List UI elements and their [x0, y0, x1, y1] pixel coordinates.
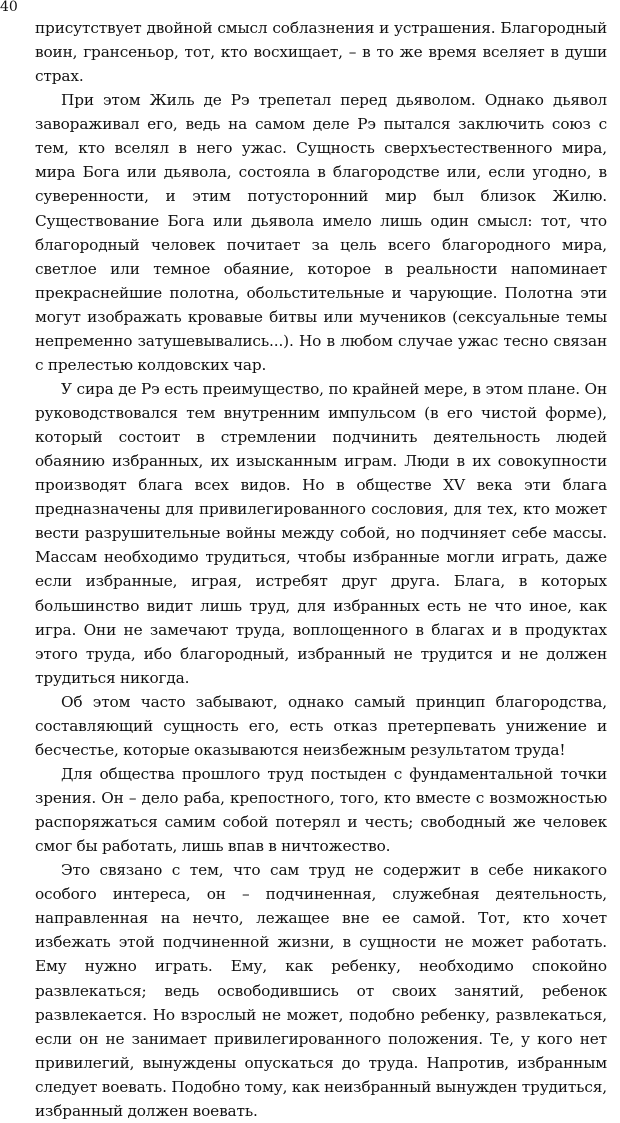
paragraph-6: Это связано с тем, что сам труд не содержит в себе никакого особого интереса, он – подчиненная, служебная деятельность, направленная на нечто, лежащее вне ее самой. Тот, кто хочет избежать этой подчиненной жизни, в сущности не может работать. Ему нужно играть. Ему, как ребенку, необходимо спокойно развлекаться; ведь освободившись от своих занятий, ребенок развлекается. Но взрослый не может, подобно ребенку, развлекаться, если он не занимает привилегированного положения. Те, у кого нет привилегий, вынуждены опускаться до труда. Напротив, избранным следует воевать. Подобно тому, как неизбранный вынужден трудиться, избранный должен воевать.	[35, 861, 607, 1120]
paragraph-3: У сира де Рэ есть преимущество, по крайней мере, в этом плане. Он руководствовался тем внутренним импульсом (в его чистой форме), который состоит в стремлении подчинить деятельность людей обаянию избранных, их изысканным играм. Люди в их совокупности производят блага всех видов. Но в обществе XV века эти блага предназначены для привилегированного сословия, для тех, кто может вести разрушительные войны между собой, но подчиняет себе массы. Массам необходимо трудиться, чтобы избранные могли играть, даже если избранные, играя, истребят друг друга. Блага, в которых большинство видит лишь труд, для избранных есть не что иное, как игра. Они не замечают труда, воплощенного в благах и в продуктах этого труда, ибо благородный, избранный не трудится и не должен трудиться никогда.	[35, 379, 607, 687]
paragraph-2: При этом Жиль де Рэ трепетал перед дьяволом. Однако дьявол завораживал его, ведь на самом деле Рэ пытался заключить союз с тем, кто вселял в него ужас. Сущность сверхъестественного мира, мира Бога или дьявола, состояла в благородстве или, если угодно, в суверенности, и этим потусторонний мир был близок Жилю. Существование Бога или дьявола имело лишь один смысл: тот, что благородный человек почитает за цель всего благородного мира, светлое или темное обаяние, которое в реальности напоминает прекраснейшие полотна, обольстительные и чарующие. Полотна эти могут изображать кровавые битвы или мучеников (сексуальные темы непременно затушевывались...). Но в любом случае ужас тесно связан с прелестью колдовских чар.	[35, 91, 607, 374]
paragraph-4: Об этом часто забывают, однако самый принцип благородства, составляющий сущность его, есть отказ претерпевать унижение и бесчестье, которые оказываются неизбежным результатом труда!	[35, 692, 607, 759]
paragraph-5: Для общества прошлого труд постыден с фундаментальной точки зрения. Он – дело раба, крепостного, того, кто вместе с возможностью распоряжаться самим собой потерял и честь; свободный же человек смог бы работать, лишь впав в ничтожество.	[35, 764, 607, 856]
paragraph-1: присутствует двойной смысл соблазнения и устрашения. Благородный воин, грансеньор, тот, кто восхищает, – в то же время вселяет в души страх.	[35, 19, 607, 86]
page-number: 40	[0, 0, 18, 15]
book-page-text	[35, 16, 607, 1123]
